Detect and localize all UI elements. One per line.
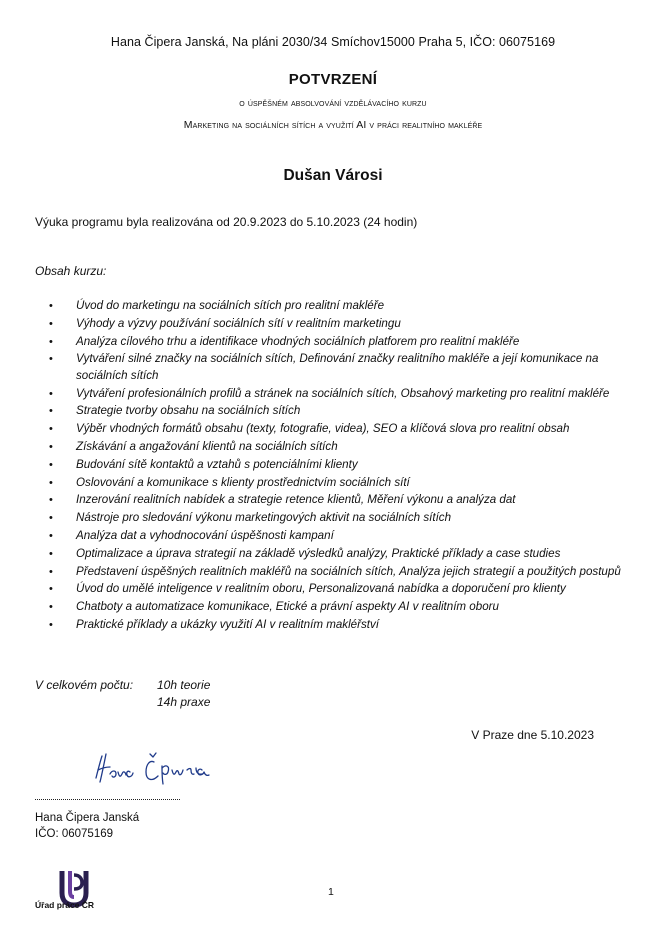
bullet-icon: • bbox=[49, 565, 53, 578]
course-topic-text: Analýza cílového trhu a identifikace vhodných sociálních platforem pro realitní makléře bbox=[76, 334, 520, 348]
signer-name: Hana Čipera Janská bbox=[35, 812, 140, 824]
course-topic-item bbox=[49, 439, 636, 456]
bullet-icon: • bbox=[49, 405, 53, 418]
course-topic-text: Optimalizace a úprava strategií na základě výsledků analýzy, Praktické příklady a case studies bbox=[76, 546, 561, 560]
bullet-icon: • bbox=[49, 441, 53, 454]
course-topic-text: Úvod do umělé inteligence v realitním oboru, Personalizovaná nabídka a doporučení pro klienty bbox=[76, 582, 566, 596]
course-topic-text: Chatboty a automatizace komunikace, Etické a právní aspekty AI v realitním oboru bbox=[76, 600, 499, 614]
subtitle-line-1: o úspěšném absolvování vzdělávacího kurzu bbox=[239, 97, 427, 109]
course-topic-text: Vytváření silné značky na sociálních sítích, Definování značky realitního makléře a její komunikace na sociálních sítích bbox=[76, 352, 599, 382]
course-topic-text: Praktické příklady a ukázky využití AI v realitním makléřství bbox=[76, 618, 380, 632]
bullet-icon: • bbox=[49, 387, 53, 400]
course-topic-item bbox=[49, 581, 636, 598]
page-number: 1 bbox=[328, 886, 334, 898]
course-topic-item bbox=[49, 298, 636, 315]
course-topic-text: Vytváření profesionálních profilů a stránek na sociálních sítích, Obsahový marketing pro realitní makléře bbox=[76, 386, 610, 400]
course-topic-item bbox=[49, 475, 636, 492]
signature-line bbox=[35, 799, 180, 800]
program-dates: Výuka programu byla realizována od 20.9.2023 do 5.10.2023 (24 hodin) bbox=[35, 215, 418, 229]
bullet-icon: • bbox=[49, 423, 53, 436]
bullet-icon: • bbox=[49, 494, 53, 507]
course-topic-item bbox=[49, 403, 636, 420]
course-topic-text: Inzerování realitních nabídek a strategie retence klientů, Měření výkonu a analýza dat bbox=[76, 493, 516, 507]
bullet-icon: • bbox=[49, 317, 53, 330]
course-topic-item bbox=[49, 546, 636, 563]
hours-total-label: V celkovém počtu: bbox=[35, 678, 134, 692]
course-topic-item bbox=[49, 457, 636, 474]
course-topic-item bbox=[49, 617, 636, 634]
bullet-icon: • bbox=[49, 547, 53, 560]
course-topics-list bbox=[49, 298, 636, 635]
course-content-label: Obsah kurzu: bbox=[35, 264, 107, 278]
practice-hours: 14h praxe bbox=[157, 695, 211, 709]
course-topic-item bbox=[49, 564, 636, 581]
bullet-icon: • bbox=[49, 476, 53, 489]
subtitle-line-2: Marketing na sociálních sítích a využití AI v práci realitního makléře bbox=[183, 119, 483, 131]
bullet-icon: • bbox=[49, 601, 53, 614]
course-topic-item bbox=[49, 421, 636, 438]
bullet-icon: • bbox=[49, 530, 53, 543]
course-topic-item bbox=[49, 492, 636, 509]
place-and-date: V Praze dne 5.10.2023 bbox=[471, 728, 594, 742]
course-topic-text: Představení úspěšných realitních makléřů na sociálních sítích, Analýza jejich strategií a použitých postupů bbox=[76, 564, 621, 578]
handwritten-signature bbox=[92, 748, 232, 792]
recipient-name: Dušan Városi bbox=[283, 167, 383, 184]
course-topic-text: Oslovování a komunikace s klienty prostřednictvím sociálních sítí bbox=[76, 475, 410, 489]
bullet-icon: • bbox=[49, 353, 53, 366]
course-topic-item bbox=[49, 316, 636, 333]
course-topic-text: Nástroje pro sledování výkonu marketingových aktivit na sociálních sítích bbox=[76, 511, 452, 525]
urad-prace-logo-icon bbox=[40, 865, 100, 923]
course-topic-item bbox=[49, 386, 636, 403]
logo-caption: Úřad práce ČR bbox=[35, 900, 95, 910]
course-topic-text: Strategie tvorby obsahu na sociálních sítích bbox=[76, 404, 301, 418]
course-topic-item bbox=[49, 334, 636, 351]
signer-block bbox=[35, 810, 139, 842]
course-topic-item bbox=[49, 351, 636, 384]
course-topic-text: Úvod do marketingu na sociálních sítích pro realitní makléře bbox=[76, 299, 385, 312]
bullet-icon: • bbox=[49, 300, 53, 312]
course-topic-text: Výhody a výzvy používání sociálních sítí v realitním marketingu bbox=[76, 316, 401, 330]
signer-id: IČO: 06075169 bbox=[35, 828, 114, 840]
course-topic-text: Výběr vhodných formátů obsahu (texty, fotografie, videa), SEO a klíčová slova pro realitní obsah bbox=[76, 422, 570, 436]
document-title: POTVRZENÍ bbox=[288, 71, 378, 88]
course-topic-item bbox=[49, 510, 636, 527]
theory-hours: 10h teorie bbox=[157, 678, 211, 692]
bullet-icon: • bbox=[49, 619, 53, 632]
course-topic-item bbox=[49, 599, 636, 616]
course-topic-text: Analýza dat a vyhodnocování úspěšnosti kampaní bbox=[76, 529, 334, 543]
bullet-icon: • bbox=[49, 583, 53, 596]
course-topic-text: Budování sítě kontaktů a vztahů s potenciálními klienty bbox=[76, 457, 358, 471]
bullet-icon: • bbox=[49, 458, 53, 471]
course-topic-item bbox=[49, 528, 636, 545]
course-topic-text: Získávání a angažování klientů na sociálních sítích bbox=[76, 440, 338, 454]
bullet-icon: • bbox=[49, 335, 53, 348]
bullet-icon: • bbox=[49, 512, 53, 525]
issuer-header: Hana Čipera Janská, Na pláni 2030/34 Smíchov15000 Praha 5, IČO: 06075169 bbox=[110, 35, 556, 49]
